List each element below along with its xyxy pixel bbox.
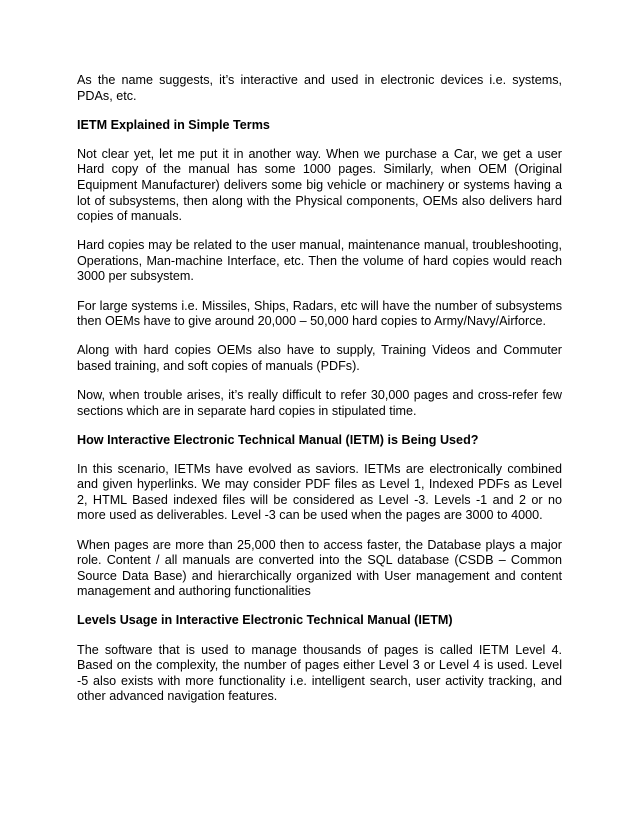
section-heading-levels-usage: Levels Usage in Interactive Electronic Technical Manual (IETM): [77, 613, 453, 628]
paragraph-training-videos: Along with hard copies OEMs also have to supply, Training Videos and Commuter based training, and soft copies of manuals (PDFs).: [77, 343, 562, 373]
document-body: [77, 73, 562, 718]
paragraph-database-role: When pages are more than 25,000 then to access faster, the Database plays a major role. Content / all manuals are converted into the SQL database (CSDB – Common Source Data Base) and hierarchically organized with User management and content management and authoring functionalities: [77, 537, 562, 599]
paragraph-ietm-levels: In this scenario, IETMs have evolved as saviors. IETMs are electronically combined and given hyperlinks. We may consider PDF files as Level 1, Indexed PDFs as Level 2, HTML Based indexed files will be considered as Level -3. Levels -1 and 2 or no more used as deliverables. Level -3 can be used when the pages are 3000 to 4000.: [77, 461, 562, 523]
paragraph-car-manual: Not clear yet, let me put it in another way. When we purchase a Car, we get a user Hard copy of the manual has some 1000 pages. Similarly, when OEM (Original Equipment Manufacturer) delivers some big vehicle or machinery or systems having a lot of subsystems, then along with the Physical components, OEMs also delivers hard copies of manuals.: [77, 146, 562, 224]
section-heading-ietm-usage: How Interactive Electronic Technical Manual (IETM) is Being Used?: [77, 432, 479, 447]
paragraph-trouble-arises: Now, when trouble arises, it’s really difficult to refer 30,000 pages and cross-refer few sections which are in separate hard copies in stipulated time.: [77, 387, 562, 418]
intro-paragraph: As the name suggests, it’s interactive and used in electronic devices i.e. systems, PDAs, etc.: [77, 73, 562, 103]
paragraph-hard-copies: Hard copies may be related to the user manual, maintenance manual, troubleshooting, Operations, Man-machine Interface, etc. Then the volume of hard copies would reach 3000 per subsystem.: [77, 238, 562, 284]
paragraph-large-systems: For large systems i.e. Missiles, Ships, Radars, etc will have the number of subsystems then OEMs have to give around 20,000 – 50,000 hard copies to Army/Navy/Airforce.: [77, 298, 562, 329]
paragraph-level-4: The software that is used to manage thousands of pages is called IETM Level 4. Based on the complexity, the number of pages either Level 3 or Level 4 is used. Level -5 also exists with more functionality i.e. intelligent search, user activity tracking, and other advanced navigation features.: [77, 642, 562, 704]
section-heading-ietm-explained: IETM Explained in Simple Terms: [77, 117, 270, 132]
